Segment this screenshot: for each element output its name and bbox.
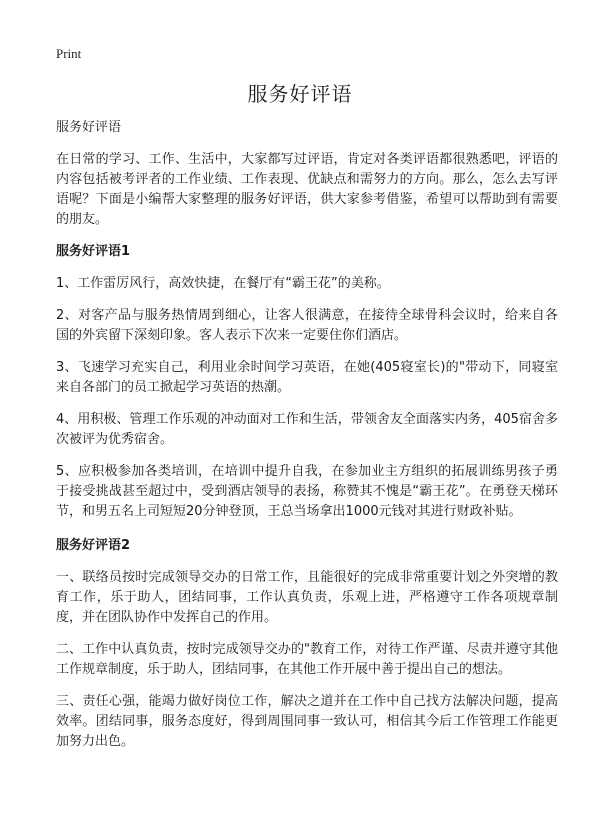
- document-body: [56, 118, 558, 764]
- list-item: 3、飞速学习充实自己，利用业余时间学习英语，在她(405寝室长)的"带动下，同寝室来自各部门的员工掀起学习英语的热潮。: [56, 360, 558, 395]
- section-heading: 服务好评语1: [56, 244, 131, 259]
- list-item: 4、用积极、管理工作乐观的冲动面对工作和生活，带领舍友全面落实内务，405宿舍多次被评为优秀宿舍。: [56, 412, 558, 447]
- intro-paragraph: 在日常的学习、工作、生活中，大家都写过评语，肯定对各类评语都很熟悉吧，评语的内容包括被考评者的工作业绩、工作表现、优缺点和需努力的方向。那么，怎么去写评语呢？下面是小编帮大家整理的服务好评语，供大家参考借鉴，希望可以帮助到有需要的朋友。: [56, 152, 558, 227]
- document-subtitle: 服务好评语: [56, 120, 122, 135]
- document-title: 服务好评语: [247, 82, 353, 106]
- list-item: 三、责任心强，能竭力做好岗位工作，解决之道并在工作中自己找方法解决问题，提高效率。团结同事，服务态度好，得到周围同事一致认可，相信其今后工作管理工作能更加努力出色。: [56, 694, 558, 749]
- list-item: 一、联络员按时完成领导交办的日常工作，且能很好的完成非常重要计划之外突增的教育工作，乐于助人，团结同事，工作认真负责，乐观上进，严格遵守工作各项规章制度，并在团队协作中发挥自己的作用。: [56, 570, 558, 625]
- section-2: [56, 536, 558, 752]
- section-1: [56, 242, 558, 522]
- section-heading: 服务好评语2: [56, 538, 131, 553]
- list-item: 5、应积极参加各类培训，在培训中提升自我，在参加业主方组织的拓展训练男孩子勇于接受挑战甚至超过中，受到酒店领导的表扬，称赞其不愧是“霸王花”。在勇登天梯环节，和男五名上司短短20分钟登顶，王总当场拿出1000元钱对其进行财政补贴。: [56, 464, 558, 519]
- print-link[interactable]: Print: [56, 46, 82, 61]
- list-item: 1、工作雷厉风行，高效快捷，在餐厅有“霸王花”的美称。: [56, 276, 390, 291]
- list-item: 2、对客产品与服务热情周到细心，让客人很满意，在接待全球骨科会议时，给来自各国的外宾留下深刻印象。客人表示下次来一定要住你们酒店。: [56, 308, 558, 343]
- list-item: 二、工作中认真负责，按时完成领导交办的"教育工作，对待工作严谨、尽责并遵守其他工作规章制度，乐于助人，团结同事，在其他工作开展中善于提出自己的想法。: [56, 642, 558, 677]
